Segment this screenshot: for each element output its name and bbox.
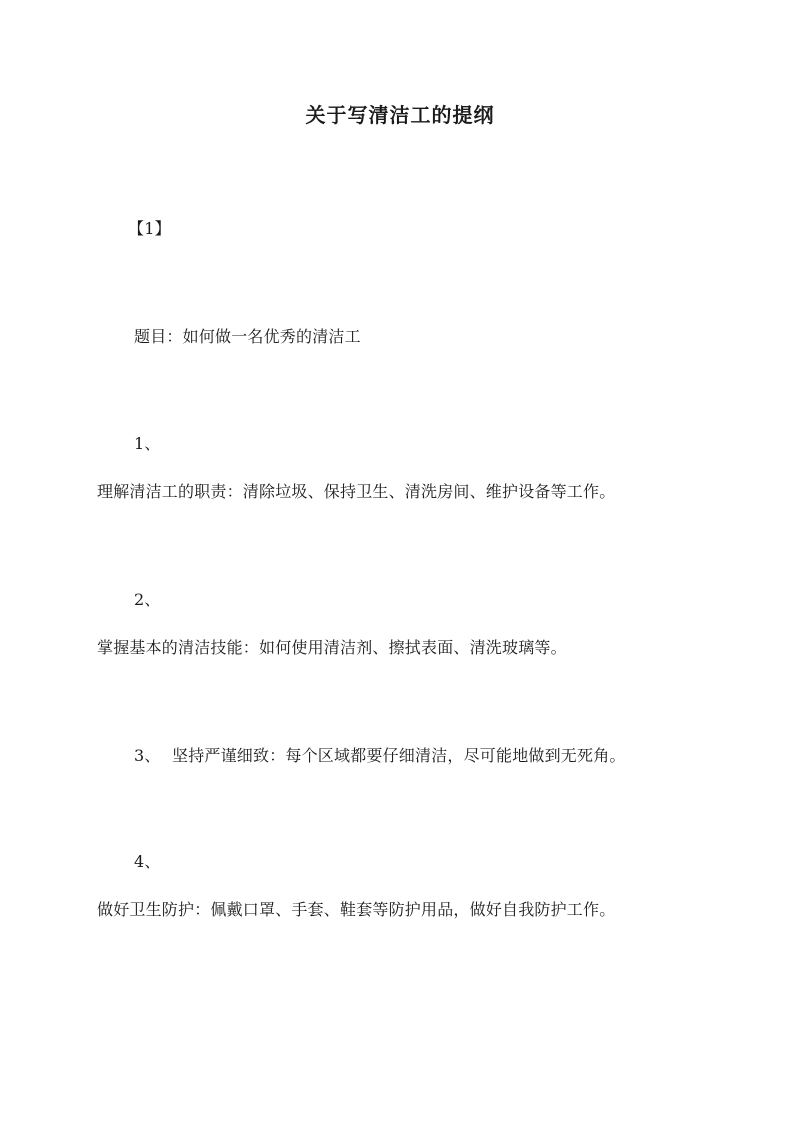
topic-line: 题目：如何做一名优秀的清洁工 [134,327,361,346]
item-4-number: 4、 [134,852,161,871]
item-4-text: 做好卫生防护：佩戴口罩、手套、鞋套等防护用品，做好自我防护工作。 [97,900,616,919]
item-3-text: 坚持严谨细致：每个区域都要仔细清洁，尽可能地做到无死角。 [172,746,626,765]
section-marker: 【1】 [128,219,171,238]
item-1-text: 理解清洁工的职责：清除垃圾、保持卫生、清洗房间、维护设备等工作。 [97,482,616,501]
document-title: 关于写清洁工的提纲 [305,103,495,127]
item-1-number: 1、 [134,434,161,453]
item-2-number: 2、 [134,590,161,609]
item-2-text: 掌握基本的清洁技能：如何使用清洁剂、擦拭表面、清洗玻璃等。 [97,638,567,657]
item-3-number: 3、 [134,746,161,765]
